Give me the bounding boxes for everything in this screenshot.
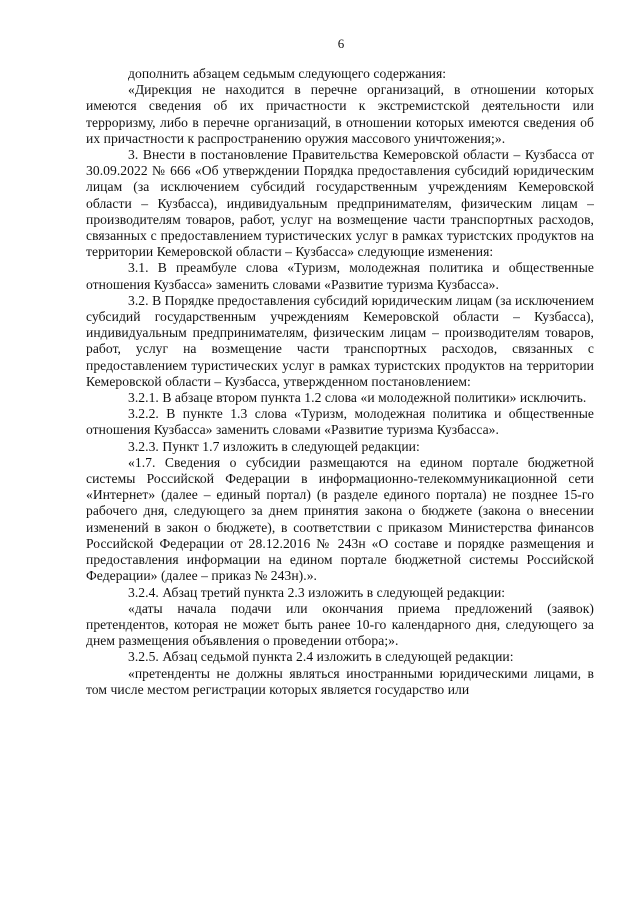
paragraph-quote-2-3: «даты начала подачи или окончания приема предложений (заявок) претендентов, которая не может быть ранее 10-го календарного дня, следующего за днем размещения объявления о проведении отбора;». xyxy=(86,600,594,649)
page-number: 6 xyxy=(337,36,345,51)
paragraph-3-2-1: 3.2.1. В абзаце втором пункта 1.2 слова «и молодежной политики» исключить. xyxy=(128,390,587,406)
paragraph-3-2: 3.2. В Порядке предоставления субсидий юридическим лицам (за исключением субсидий государственным учреждениям Кемеровской области – Кузбасса), индивидуальным предпринимателям, физическим лицам – производителям товаров, работ, услуг на возмещение части транспортных расходов, связанных с предоставлением туристических услуг в рамках туристских продуктов на территории Кемеровской области – Кузбасса, утвержденном постановлением: xyxy=(86,292,594,389)
paragraph-3-2-3: 3.2.3. Пункт 1.7 изложить в следующей редакции: xyxy=(128,438,420,454)
paragraph-3-2-2: 3.2.2. В пункте 1.3 слова «Туризм, молодежная политика и общественные отношения Кузбасса» заменить словами «Развитие туризма Кузбасса». xyxy=(86,406,594,438)
paragraph-3-1: 3.1. В преамбуле слова «Туризм, молодежная политика и общественные отношения Кузбасса» заменить словами «Развитие туризма Кузбасса». xyxy=(86,260,594,292)
paragraph-3-2-4: 3.2.4. Абзац третий пункта 2.3 изложить в следующей редакции: xyxy=(128,584,506,600)
paragraph-3-2-5: 3.2.5. Абзац седьмой пункта 2.4 изложить в следующей редакции: xyxy=(128,649,514,665)
paragraph-1: дополнить абзацем седьмым следующего содержания: xyxy=(128,66,447,81)
paragraph-quote-1-7: «1.7. Сведения о субсидии размещаются на едином портале бюджетной системы Российской Федерации в информационно-телекоммуникационной сети «Интернет» (далее – единый портал) (в разделе единого портала) не позднее 15-го рабочего дня, следующего за днем принятия закона о бюджете (закона о внесении изменений в закон о бюджете), в соответствии с приказом Министерства финансов Российской Федерации от 28.12.2016 № 243н «О составе и порядке размещения и предоставления информации на едином портале бюджетной системы Российской Федерации» (далее – приказ № 243н).». xyxy=(86,454,594,584)
paragraph-2: «Дирекция не находится в перечне организаций, в отношении которых имеются сведения об их причастности к экстремистской деятельности или терроризму, либо в перечне организаций, в отношении которых имеются сведения об их причастности к распространению оружия массового уничтожения;». xyxy=(86,82,594,146)
paragraph-3: 3. Внести в постановление Правительства Кемеровской области – Кузбасса от 30.09.2022 № 666 «Об утверждении Порядка предоставления субсидий юридическим лицам (за исключением субсидий государственным учреждениям Кемеровской области – Кузбасса), индивидуальным предпринимателям, физическим лицам – производителям товаров, работ, услуг на возмещение части транспортных расходов, связанных с предоставлением туристических услуг в рамках туристских продуктов на территории Кемеровской области – Кузбасса» следующие изменения: xyxy=(86,147,594,260)
paragraph-quote-2-4: «претенденты не должны являться иностранными юридическими лицами, в том числе местом регистрации которых является государство или xyxy=(86,665,594,697)
